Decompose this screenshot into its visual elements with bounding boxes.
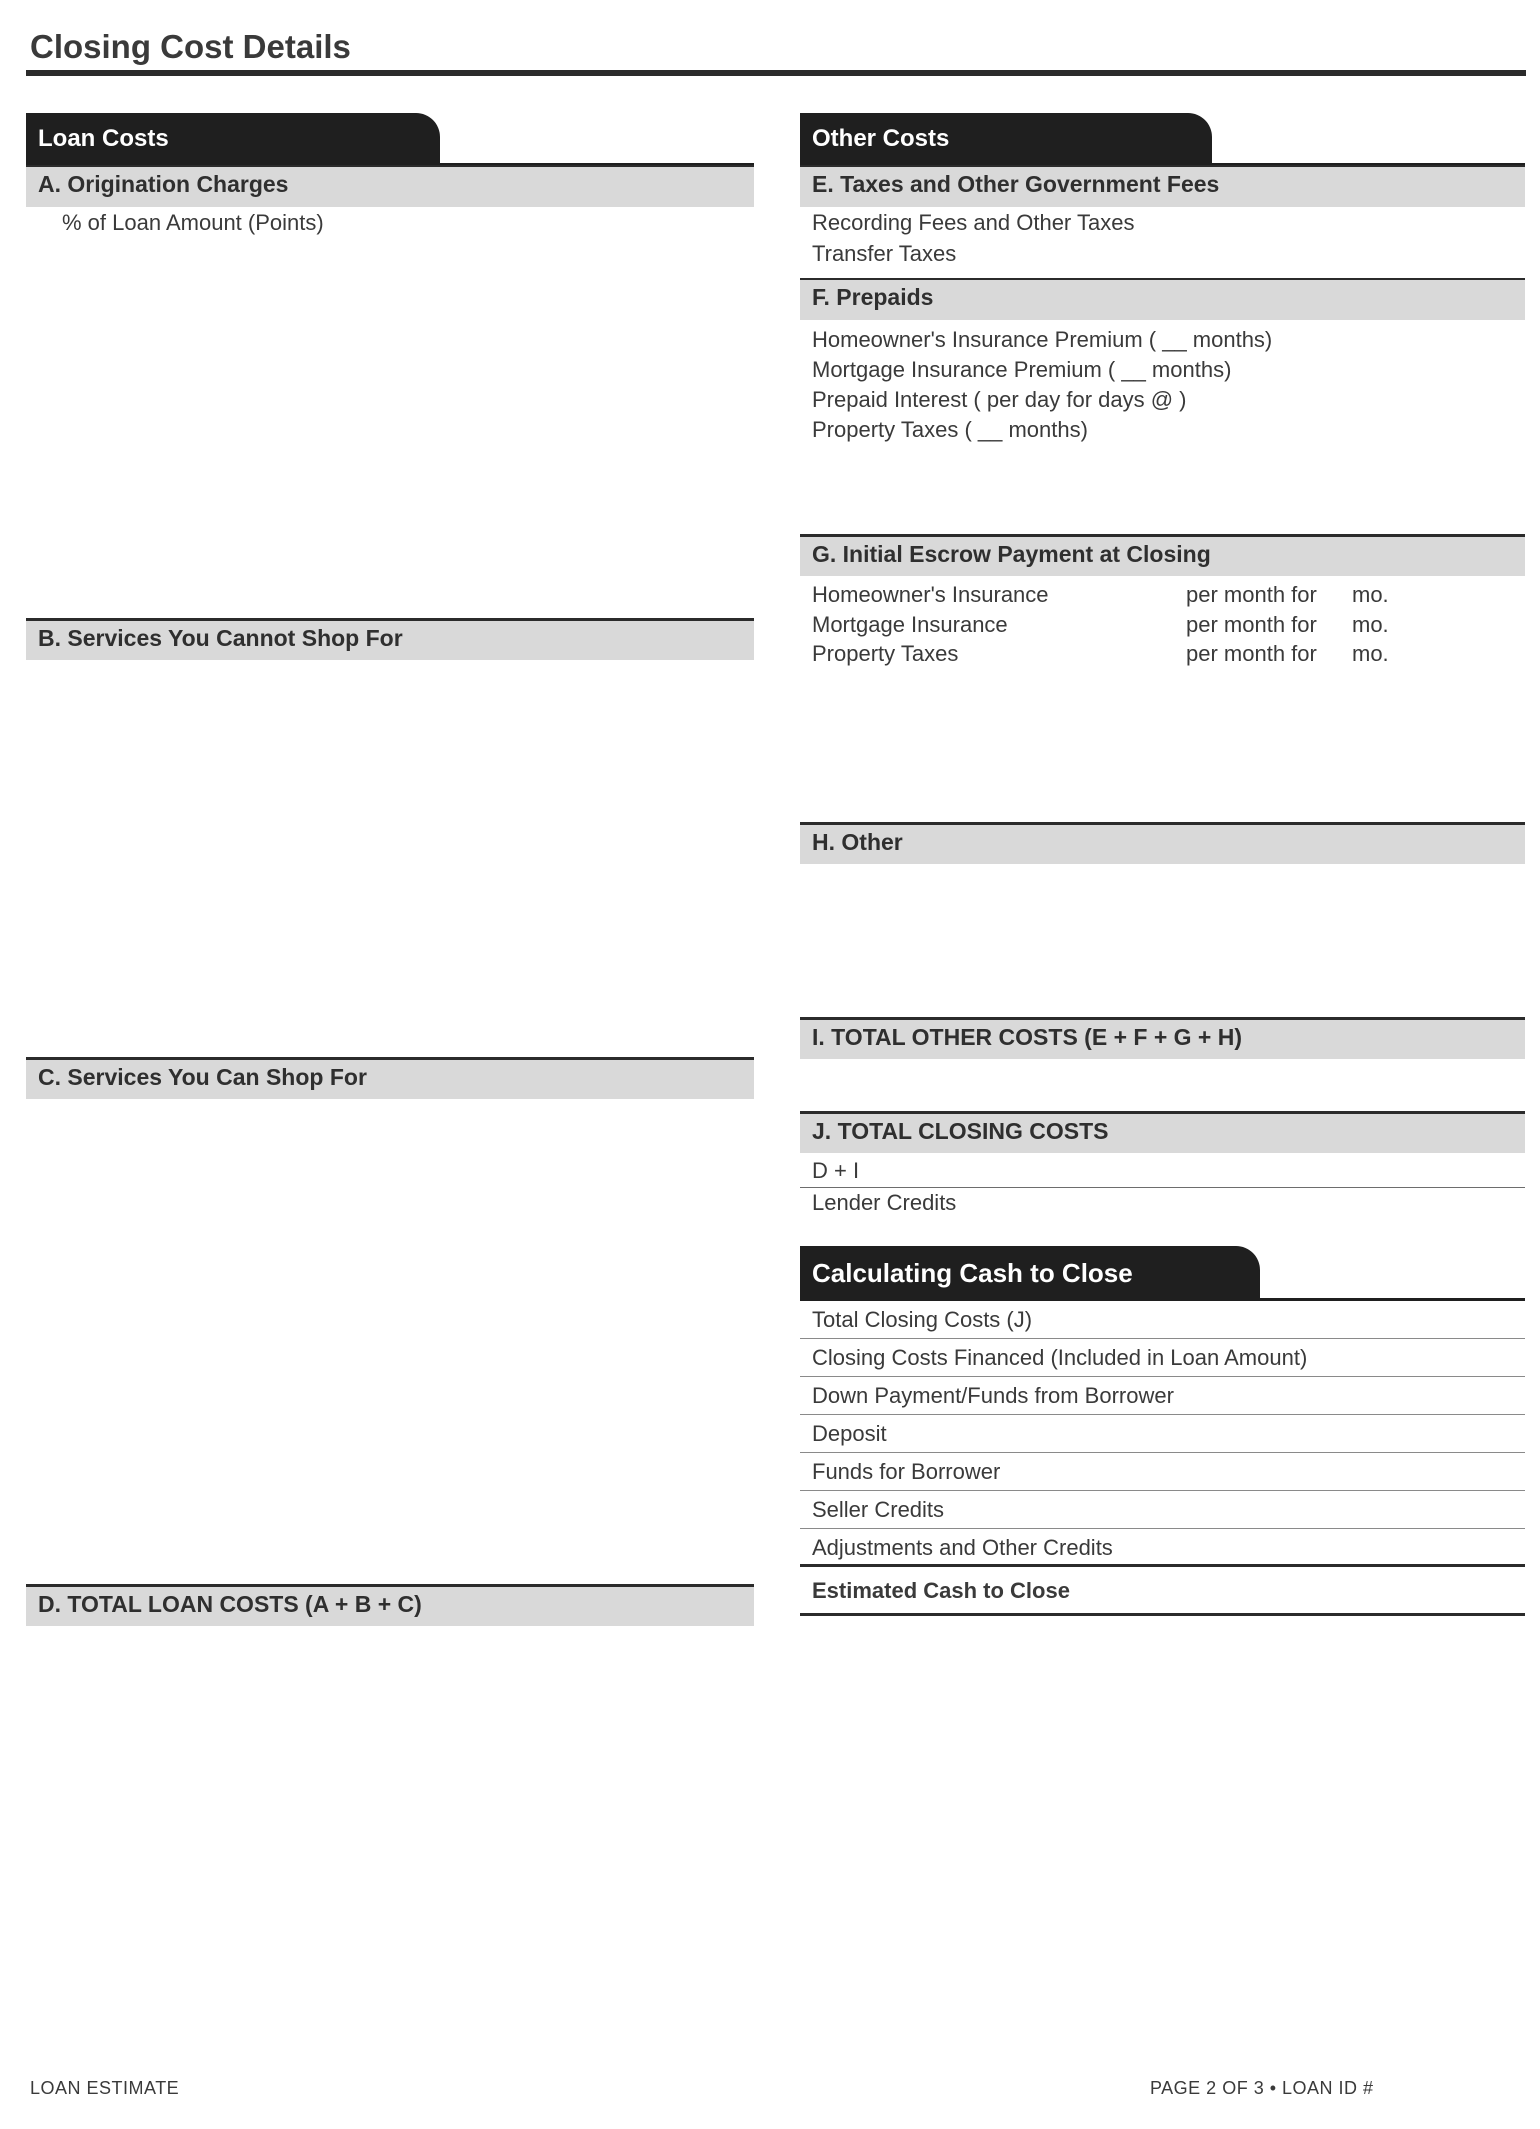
section-e-item: Recording Fees and Other Taxes [812, 210, 1135, 235]
calc-row: Seller Credits [800, 1491, 1525, 1529]
section-j-heading: J. TOTAL CLOSING COSTS [800, 1111, 1525, 1153]
section-g-heading: G. Initial Escrow Payment at Closing [800, 534, 1525, 576]
escrow-per-month: per month for [1186, 641, 1317, 666]
section-f-item: Mortgage Insurance Premium ( __ months) [812, 357, 1232, 382]
footer-left: LOAN ESTIMATE [30, 2078, 180, 2098]
escrow-per-month: per month for [1186, 612, 1317, 637]
section-a-heading: A. Origination Charges [26, 165, 754, 207]
escrow-item: Mortgage Insurance [812, 612, 1008, 637]
section-f-item: Homeowner's Insurance Premium ( __ months) [812, 327, 1273, 352]
escrow-per-month: per month for [1186, 582, 1317, 607]
escrow-item: Property Taxes [812, 641, 959, 666]
section-f-item: Prepaid Interest ( per day for days @ ) [812, 387, 1187, 412]
section-f-item: Property Taxes ( __ months) [812, 417, 1088, 442]
loan-costs-tab: Loan Costs [26, 113, 440, 163]
section-j-item: Lender Credits [812, 1190, 957, 1215]
calc-row: Adjustments and Other Credits [800, 1529, 1525, 1567]
escrow-mo: mo. [1352, 582, 1389, 607]
calc-row: Closing Costs Financed (Included in Loan Amount) [800, 1339, 1525, 1377]
footer-right: PAGE 2 OF 3 • LOAN ID # [1150, 2078, 1374, 2098]
estimated-cash-to-close: Estimated Cash to Close [800, 1570, 1525, 1616]
escrow-mo: mo. [1352, 641, 1389, 666]
calc-tab: Calculating Cash to Close [800, 1246, 1260, 1298]
calc-row: Funds for Borrower [800, 1453, 1525, 1491]
escrow-item: Homeowner's Insurance [812, 582, 1049, 607]
section-h-heading: H. Other [800, 822, 1525, 864]
escrow-mo: mo. [1352, 612, 1389, 637]
section-f-heading: F. Prepaids [800, 278, 1525, 320]
calc-row: Deposit [800, 1415, 1525, 1453]
section-a-item: % of Loan Amount (Points) [62, 210, 324, 235]
calc-row: Down Payment/Funds from Borrower [800, 1377, 1525, 1415]
calc-row: Total Closing Costs (J) [800, 1301, 1525, 1339]
page-title: Closing Cost Details [30, 28, 351, 65]
section-e-heading: E. Taxes and Other Government Fees [800, 165, 1525, 207]
other-costs-tab: Other Costs [800, 113, 1212, 163]
section-b-heading: B. Services You Cannot Shop For [26, 618, 754, 660]
section-e-item: Transfer Taxes [812, 241, 957, 266]
section-i-heading: I. TOTAL OTHER COSTS (E + F + G + H) [800, 1017, 1525, 1059]
section-c-heading: C. Services You Can Shop For [26, 1057, 754, 1099]
title-rule [26, 70, 1526, 76]
section-d-heading: D. TOTAL LOAN COSTS (A + B + C) [26, 1584, 754, 1626]
section-j-item: D + I [812, 1158, 860, 1183]
